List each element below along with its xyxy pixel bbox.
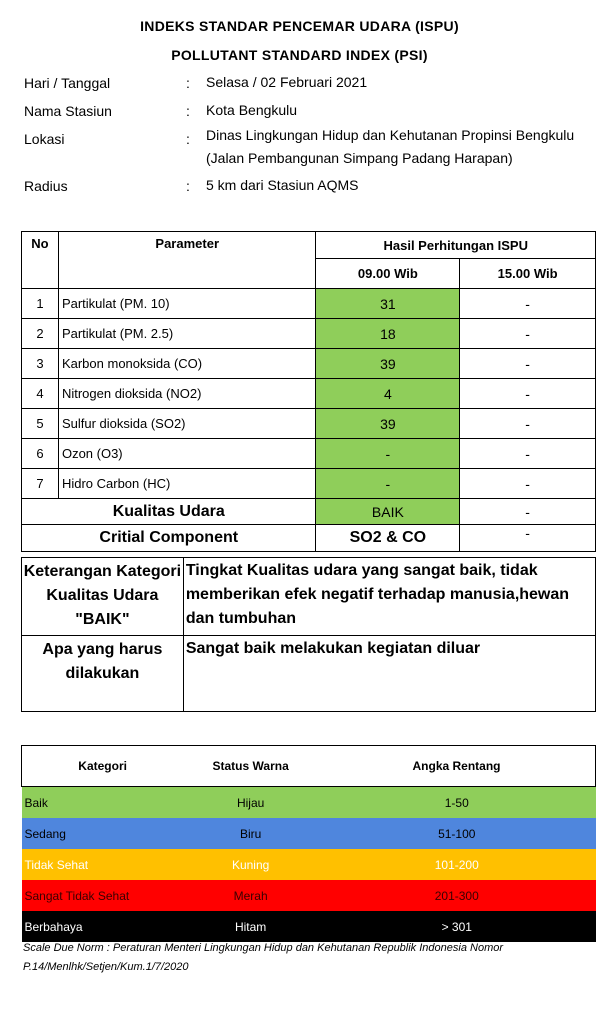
date-value: Selasa / 02 Februari 2021 [206,74,368,90]
col-no-header: No [22,232,59,289]
row-no: 7 [22,469,59,499]
row-value-0900: 39 [316,409,460,439]
category-name: Sedang [24,826,66,841]
row-value-1500: - [460,319,596,349]
category-description-label: Keterangan Kategori Kualitas Udara "BAIK" [22,558,184,636]
row-parameter: Karbon monoksida (CO) [58,349,316,379]
row-parameter: Sulfur dioksida (SO2) [58,409,316,439]
quality-value-1500: - [460,499,596,525]
radius-label: Radius [24,178,68,194]
row-no: 6 [22,439,59,469]
category-status: Kuning [231,857,270,872]
description-box [21,557,596,712]
title-line-2: POLLUTANT STANDARD INDEX (PSI) [171,47,428,63]
col-time1-header: 09.00 Wib [316,259,460,289]
footnote-line-2: P.14/Menlhk/Setjen/Kum.1/7/2020 [23,961,189,973]
table-row [22,439,596,469]
category-row-sedang [22,818,596,849]
row-value-1500: - [460,469,596,499]
category-name: Sangat Tidak Sehat [24,888,130,903]
row-no: 5 [22,409,59,439]
row-value-0900: 18 [316,319,460,349]
table-row [22,289,596,319]
category-status: Hitam [234,919,267,934]
row-value-1500: - [460,349,596,379]
footnote-line-1: Scale Due Norm : Peraturan Menteri Lingkungan Hidup dan Kehutanan Republik Indonesia Nomor [23,942,504,954]
category-range: 101-200 [434,857,479,872]
category-description-text: Tingkat Kualitas udara yang sangat baik, tidak memberikan efek negatif terhadap manusia,hewan dan tumbuhan [183,558,595,636]
critical-value-0900: SO2 & CO [316,525,460,552]
station-colon: : [186,103,190,119]
category-name: Baik [24,795,48,810]
col-parameter-header: Parameter [58,232,316,289]
row-parameter: Partikulat (PM. 2.5) [58,319,316,349]
table-row [22,379,596,409]
row-parameter: Nitrogen dioksida (NO2) [58,379,316,409]
col-status-header: Status Warna [183,746,318,787]
col-kategori-header: Kategori [22,746,184,787]
category-legend-table [21,745,596,942]
row-value-0900: 4 [316,379,460,409]
row-no: 1 [22,289,59,319]
quality-value-0900: BAIK [316,499,460,525]
row-value-1500: - [460,379,596,409]
row-no: 4 [22,379,59,409]
station-value: Kota Bengkulu [206,102,298,118]
table-row [22,409,596,439]
table-row [22,349,596,379]
row-parameter: Hidro Carbon (HC) [58,469,316,499]
category-row-berbahaya [22,911,596,942]
row-value-0900: 31 [316,289,460,319]
location-value-line-2: (Jalan Pembangunan Simpang Padang Harapan) [206,150,513,166]
category-range: 1-50 [444,795,469,810]
row-value-1500: - [460,439,596,469]
title-line-1: INDEKS STANDAR PENCEMAR UDARA (ISPU) [140,18,459,34]
table-row [22,319,596,349]
row-value-0900: - [316,439,460,469]
row-parameter: Ozon (O3) [58,439,316,469]
quality-label: Kualitas Udara [22,499,316,525]
col-result-header: Hasil Perhitungan ISPU [316,232,596,259]
category-status: Biru [239,826,262,841]
table-row [22,469,596,499]
location-colon: : [186,131,190,147]
category-range: > 301 [441,919,472,934]
critical-value-1500: - [460,525,596,552]
radius-colon: : [186,178,190,194]
action-label: Apa yang harus dilakukan [22,636,184,712]
action-text: Sangat baik melakukan kegiatan diluar [183,636,595,712]
row-no: 3 [22,349,59,379]
category-name: Tidak Sehat [24,857,89,872]
row-value-0900: - [316,469,460,499]
row-parameter: Partikulat (PM. 10) [58,289,316,319]
category-name: Berbahaya [24,919,83,934]
date-colon: : [186,75,190,91]
col-time2-header: 15.00 Wib [460,259,596,289]
ispu-table [21,231,596,552]
category-status: Hijau [236,795,265,810]
category-row-tidak-sehat [22,849,596,880]
category-row-sangat-tidak-sehat [22,880,596,911]
row-no: 2 [22,319,59,349]
station-label: Nama Stasiun [24,103,112,119]
location-value-line-1: Dinas Lingkungan Hidup dan Kehutanan Propinsi Bengkulu [206,127,575,143]
critical-label: Critial Component [22,525,316,552]
row-value-1500: - [460,289,596,319]
row-value-1500: - [460,409,596,439]
category-range: 51-100 [438,826,476,841]
category-range: 201-300 [434,888,479,903]
category-row-baik [22,787,596,819]
row-value-0900: 39 [316,349,460,379]
category-status: Merah [233,888,268,903]
radius-value: 5 km dari Stasiun AQMS [206,177,359,193]
col-range-header: Angka Rentang [318,746,595,787]
date-label: Hari / Tanggal [24,75,111,91]
location-label: Lokasi [24,131,65,147]
